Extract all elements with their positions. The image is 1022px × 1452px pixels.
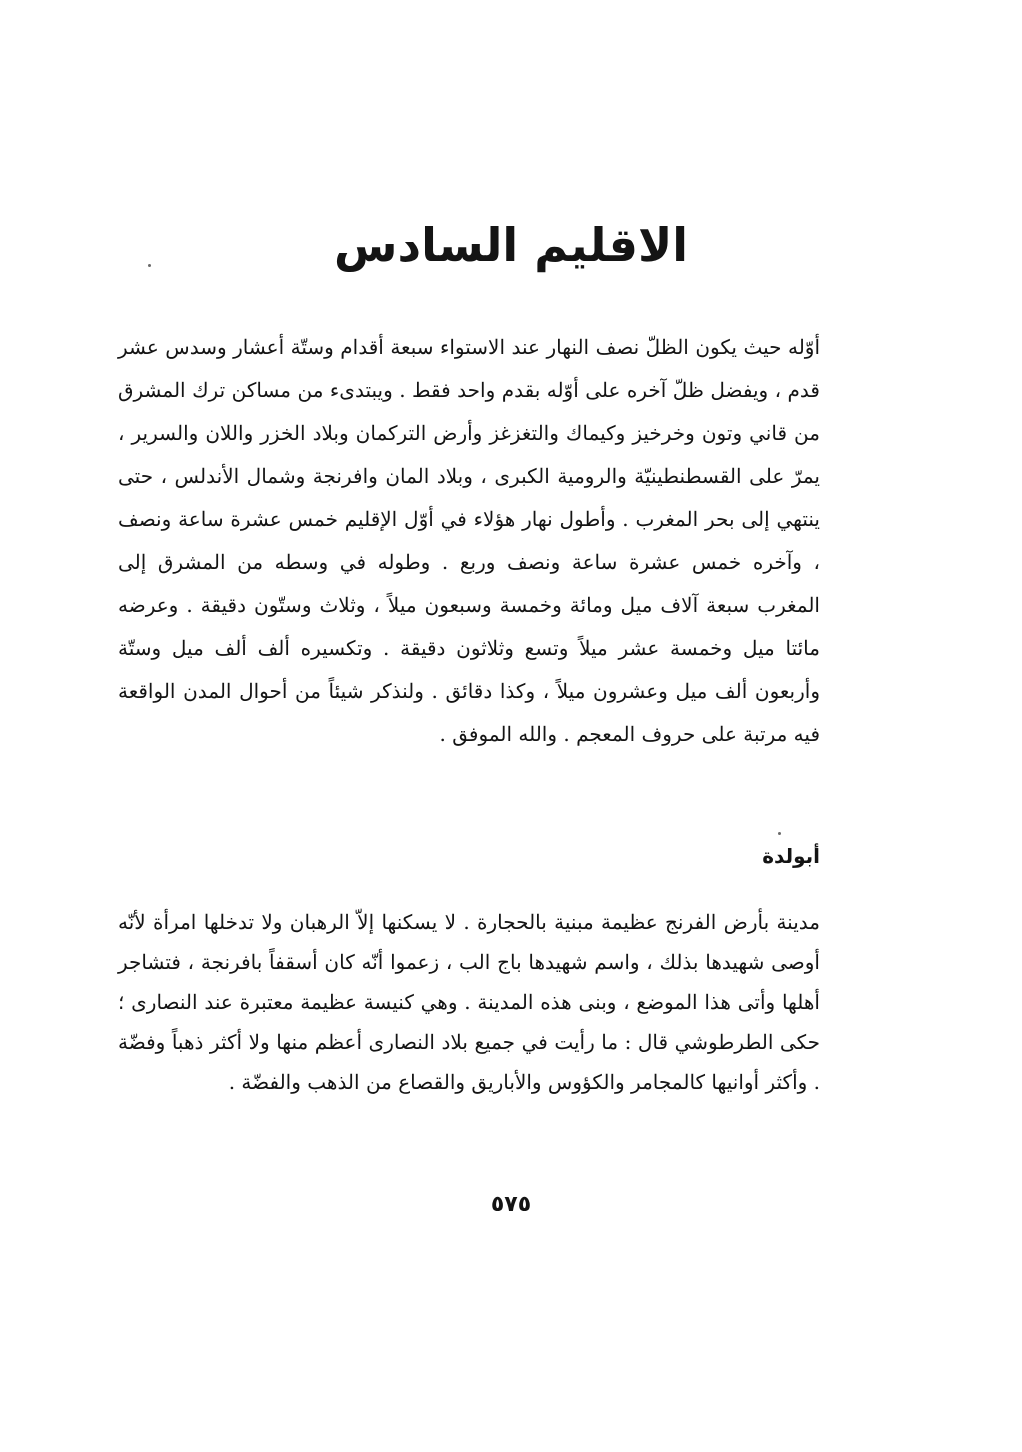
scan-speck <box>778 832 781 835</box>
page-number: ٥٧٥ <box>490 1192 532 1217</box>
intro-paragraph: أوّله حيث يكون الظلّ نصف النهار عند الاستواء سبعة أقدام وستّة أعشار وسدس عشر قدم ، ويفضل ظلّ آخره على أوّله بقدم واحد فقط . ويبتدىء من مساكن ترك المشرق من قاني وتون وخرخيز وكيماك والتغزغز وأرض التركمان وبلاد الخزر واللان والسرير ، يمرّ على القسطنطينيّة والرومية الكبرى ، وبلاد المان وافرنجة وشمال الأندلس ، حتى ينتهي إلى بحر المغرب . وأطول نهار هؤلاء في أوّل الإقليم خمس عشرة ساعة ونصف ، وآخره خمس عشرة ساعة ونصف وربع . وطوله في وسطه من المشرق إلى المغرب سبعة آلاف ميل ومائة وخمسة وسبعون ميلاً ، وثلاث وستّون دقيقة . وعرضه مائتا ميل وخمسة عشر ميلاً وتسع وثلاثون دقيقة . وتكسيره ألف ألف ميل وستّة وأربعون ألف ميل وعشرون ميلاً ، وكذا دقائق . ولنذكر شيئاً من أحوال المدن الواقعة فيه مرتبة على حروف المعجم . والله الموفق . <box>118 335 820 746</box>
entry-heading: أبولدة <box>762 844 820 868</box>
entry-paragraph: مدينة بأرض الفرنج عظيمة مبنية بالحجارة . لا يسكنها إلاّ الرهبان ولا تدخلها امرأة لأنّه أوصى شهيدها بذلك ، واسم شهيدها باج الب ، زعموا أنّه كان أسقفاً بافرنجة ، فتشاجر أهلها وأتى هذا الموضع ، وبنى هذه المدينة . وهي كنيسة عظيمة معتبرة عند النصارى ؛ حكى الطرطوشي قال : ما رأيت في جميع بلاد النصارى أعظم منها ولا أكثر ذهباً وفضّة . وأكثر أوانيها كالمجامر والكؤوس والأباريق والقصاع من الذهب والفضّة . <box>118 910 820 1094</box>
scan-speck <box>148 264 151 267</box>
page-title: الاقليم السادس <box>334 218 688 272</box>
